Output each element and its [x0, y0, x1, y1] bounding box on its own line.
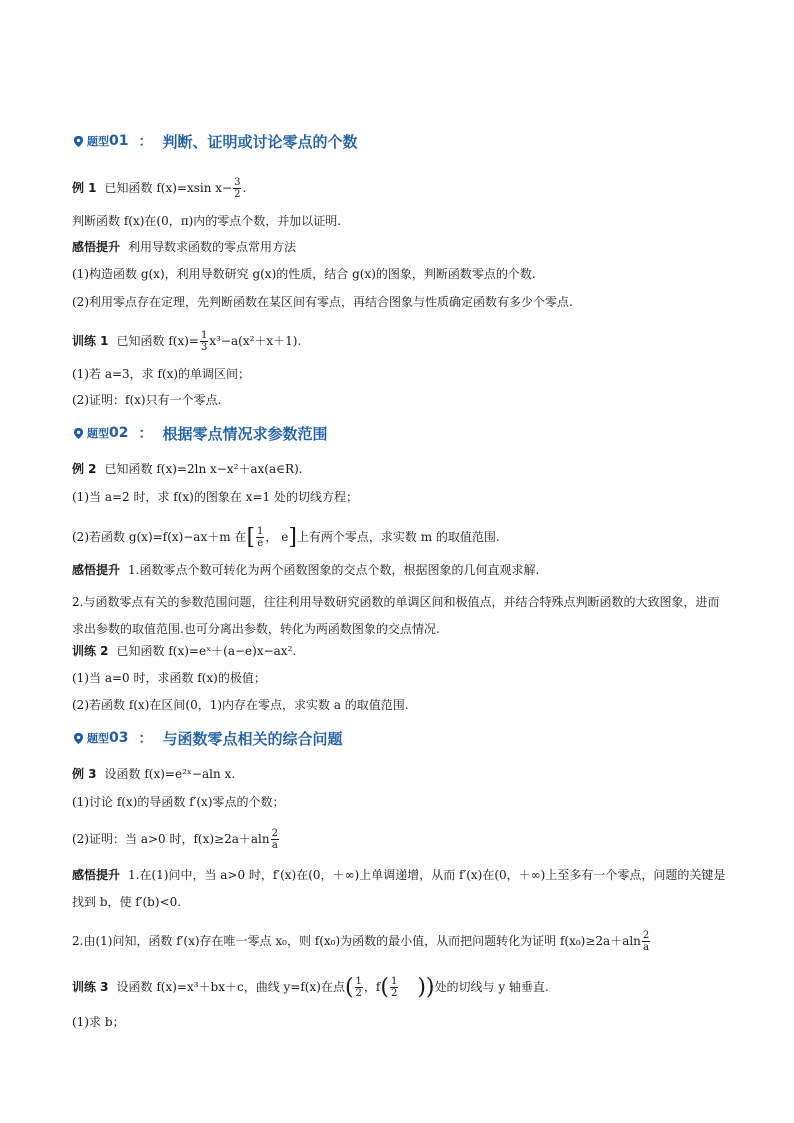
training-1-q2: (2)证明：f(x)只有一个零点. — [72, 393, 222, 407]
section-separator: ： — [138, 426, 153, 442]
insight-3: 感悟提升 1.在(1)问中，当 a>0 时，f′(x)在(0，＋∞)上单调递增，从而 f′(x)在(0，＋∞)上至多有一个零点，问题的关键是找到 b，使 f′(b)<0. — [72, 868, 726, 909]
example-2-q2: (2)若函数 g(x)=f(x)−ax＋m 在[ $\frac{1}{e}$ ， e]上有两个零点，求实数 m 的取值范围. — [72, 524, 500, 550]
section-title: 判断、证明或讨论零点的个数 — [162, 132, 358, 151]
map-pin-icon — [72, 135, 85, 148]
example-label: 例 3 — [72, 767, 97, 781]
fraction: $\frac{1}{e}$ — [257, 526, 264, 549]
section-number: 03 — [109, 730, 129, 746]
fraction: $\frac{2}{a}$ — [271, 828, 278, 851]
insight-label: 感悟提升 — [72, 563, 121, 577]
insight-text: 利用导数求函数的零点常用方法 — [128, 240, 297, 254]
section-header-01 — [72, 130, 358, 152]
example-3: 例 3 设函数 f(x)=e²ˣ−aln x. — [72, 767, 236, 781]
example-label: 例 1 — [72, 181, 97, 195]
example-2: 例 2 已知函数 f(x)=2ln x−x²＋ax(a∈R). — [72, 462, 303, 476]
example-3-q1: (1)讨论 f(x)的导函数 f′(x)零点的个数； — [72, 795, 285, 809]
insight-1-item-1: (1)构造函数 g(x)，利用导数研究 g(x)的性质，结合 g(x)的图象，判断函数零点的个数. — [72, 267, 536, 281]
insight-2-item-2: 2.与函数零点有关的参数范围问题，往往利用导数研究函数的单调区间和极值点，并结合特殊点判断函数的大致图象，进而求出参数的取值范围.也可分离出参数，转化为两函数图象的交点情况. — [72, 595, 720, 636]
section-header-02 — [72, 422, 328, 444]
training-1: 训练 1 已知函数 f(x)= $\frac{1}{3}$ x³−a(x²＋x＋1). — [72, 330, 302, 353]
fraction: $\frac{3}{2}$ — [234, 177, 241, 200]
section-title: 根据零点情况求参数范围 — [162, 424, 328, 443]
fraction: $\frac{1}{2}$ — [355, 976, 362, 999]
training-1-q1: (1)若 a=3，求 f(x)的单调区间； — [72, 367, 251, 381]
insight-label: 感悟提升 — [72, 868, 121, 882]
section-separator: ： — [138, 731, 153, 747]
training-2-q1: (1)当 a=0 时，求函数 f(x)的极值； — [72, 671, 266, 685]
map-pin-icon — [72, 732, 85, 745]
example-1-question: 判断函数 f(x)在(0，π)内的零点个数，并加以证明. — [72, 214, 342, 228]
example-text: 已知函数 f(x)=xsin x− — [104, 181, 233, 195]
training-3-q1: (1)求 b； — [72, 1015, 125, 1029]
example-2-q1: (1)当 a=2 时，求 f(x)的图象在 x=1 处的切线方程； — [72, 490, 358, 504]
training-3: 训练 3 设函数 f(x)=x³＋bx＋c，曲线 y=f(x)在点( $\frac{1}{2}$ ，f( $\frac{1}{2}$ ))处的切线与 y 轴垂直. — [72, 974, 549, 1000]
example-3-q2: (2)证明：当 a>0 时，f(x)≥2a＋aln $\frac{2}{a}$ — [72, 828, 278, 851]
section-label: 题型 — [87, 135, 109, 148]
insight-3-item-2: 2.由(1)问知，函数 f′(x)存在唯一零点 x₀，则 f(x₀)为函数的最小值，从而把问题转化为证明 f(x₀)≥2a＋aln $\frac{2}{a}$ — [72, 930, 650, 953]
section-number: 02 — [109, 425, 129, 441]
fraction: $\frac{1}{3}$ — [200, 330, 208, 353]
fraction: $\frac{2}{a}$ — [642, 930, 650, 953]
section-title: 与函数零点相关的综合问题 — [162, 729, 343, 748]
insight-1 — [72, 239, 296, 255]
insight-1-item-2: (2)利用零点存在定理，先判断函数在某区间有零点，再结合图象与性质确定函数有多少个零点. — [72, 295, 573, 309]
section-number: 01 — [109, 133, 129, 149]
training-2: 训练 2 已知函数 f(x)=eˣ＋(a−e)x−ax². — [72, 644, 297, 658]
training-label: 训练 1 — [72, 334, 109, 348]
training-label: 训练 2 — [72, 644, 109, 658]
training-label: 训练 3 — [72, 980, 109, 994]
example-1: 例 1 已知函数 f(x)=xsin x− $\frac{3}{2}$ . — [72, 177, 247, 200]
training-2-q2: (2)若函数 f(x)在区间(0，1)内存在零点，求实数 a 的取值范围. — [72, 698, 409, 712]
insight-2: 感悟提升 1.函数零点个数可转化为两个函数图象的交点个数，根据图象的几何直观求解. — [72, 563, 540, 577]
example-label: 例 2 — [72, 462, 97, 476]
fraction: $\frac{1}{2}$ — [390, 976, 398, 999]
section-header-03 — [72, 727, 343, 749]
insight-label: 感悟提升 — [72, 240, 121, 254]
section-label: 题型 — [87, 427, 109, 440]
map-pin-icon — [72, 427, 85, 440]
section-separator: ： — [138, 134, 153, 150]
section-label: 题型 — [87, 732, 109, 745]
